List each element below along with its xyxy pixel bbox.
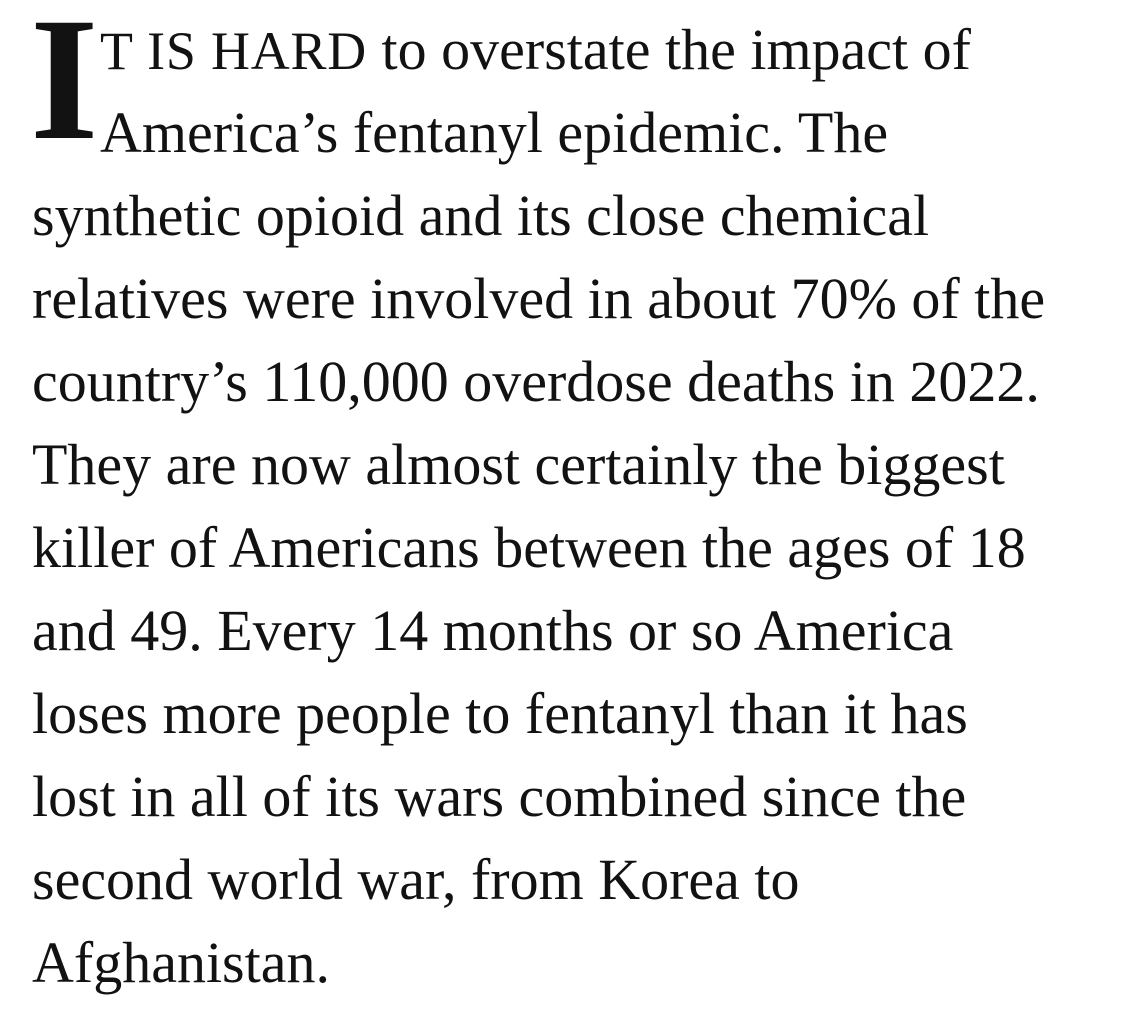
text-line: killer of Americans between the ages of 18: [32, 515, 1026, 580]
text-line: loses more people to fentanyl than it has: [32, 681, 968, 746]
paragraph-lines: [32, 91, 1117, 1004]
text-line: They are now almost certainly the biggest: [32, 432, 1005, 497]
text-line: and 49. Every 14 months or so America: [32, 598, 954, 663]
lead-in-small-caps: T IS HARD: [100, 21, 368, 81]
text-line: Afghanistan.: [32, 930, 330, 995]
text-line: country’s 110,000 overdose deaths in 2022.: [32, 349, 1040, 414]
text-line: lost in all of its wars combined since the: [32, 764, 967, 829]
first-line-text: to overstate the impact of: [367, 17, 971, 82]
text-line: second world war, from Korea to: [32, 847, 800, 912]
text-line: relatives were involved in about 70% of the: [32, 266, 1046, 331]
text-line: America’s fentanyl epidemic. The: [100, 100, 889, 165]
text-line-first: [100, 8, 1117, 91]
text-line: synthetic opioid and its close chemical: [32, 183, 930, 248]
drop-cap: I: [30, 0, 99, 177]
